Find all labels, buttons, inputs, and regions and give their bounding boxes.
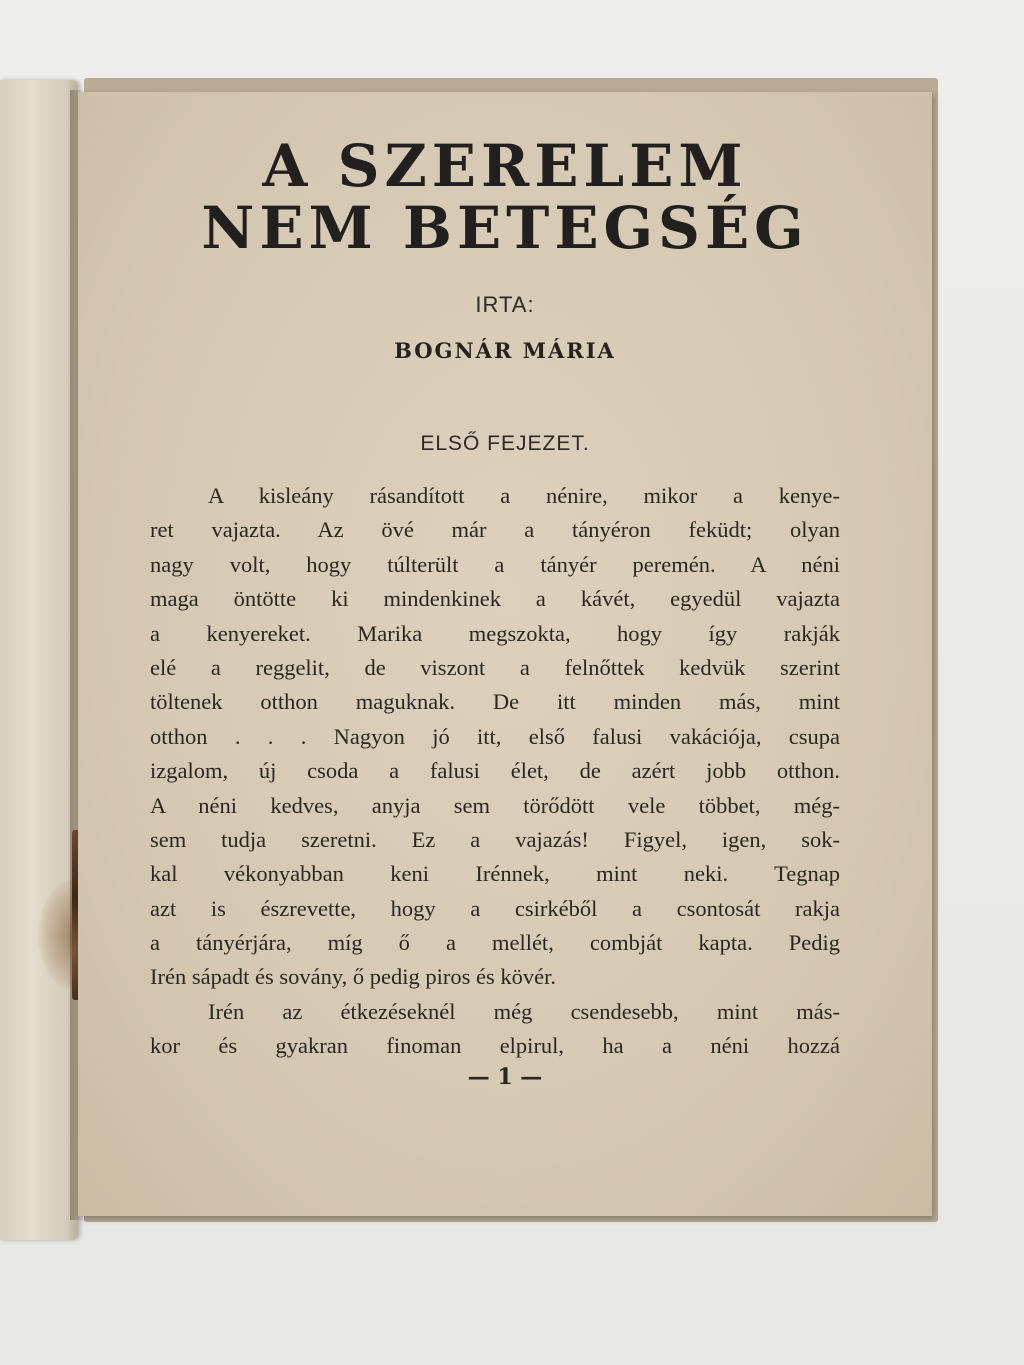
body-line: A néni kedves, anyja sem törődött vele többet, még- — [150, 792, 840, 818]
body-line: elé a reggelit, de viszont a felnőttek kedvük szerint — [150, 654, 840, 680]
body-line: nagy volt, hogy túlterült a tányér peremén. A néni — [150, 551, 840, 577]
body-line: Irén az étkezéseknél még csendesebb, mint más- — [208, 998, 840, 1024]
body-text — [150, 479, 840, 1064]
byline: IRTA: — [475, 292, 535, 317]
chapter-heading: ELSŐ FEJEZET. — [420, 432, 590, 455]
body-line: ret vajazta. Az övé már a tányéron feküdt; olyan — [150, 517, 840, 543]
left-page-edge — [0, 80, 78, 1240]
body-line: kor és gyakran finoman elpirul, ha a néni hozzá — [150, 1033, 840, 1059]
body-line: töltenek otthon maguknak. De itt minden más, mint — [150, 689, 840, 715]
body-line: otthon . . . Nagyon jó itt, első falusi vakációja, csupa — [150, 723, 840, 749]
body-line: a kenyereket. Marika megszokta, hogy így rakják — [150, 620, 840, 646]
title-line-2: NEM BETEGSÉG — [201, 194, 809, 262]
page-number: — 1 — — [467, 1064, 543, 1090]
book-page — [78, 92, 932, 1216]
body-line: kal vékonyabban keni Irénnek, mint neki. Tegnap — [150, 861, 840, 887]
body-line: maga öntötte ki mindenkinek a kávét, egyedül vajazta — [150, 586, 840, 612]
body-line: izgalom, új csoda a falusi élet, de azért jobb otthon. — [150, 758, 840, 784]
author-name: BOGNÁR MÁRIA — [394, 338, 616, 363]
body-line: a tányérjára, míg ő a mellét, combját kapta. Pedig — [150, 930, 840, 956]
body-line: Irén sápadt és sovány, ő pedig piros és kövér. — [150, 964, 556, 990]
body-line: A kisleány rásandított a nénire, mikor a kenye- — [208, 483, 840, 508]
body-line: sem tudja szeretni. Ez a vajazás! Figyel, igen, sok- — [150, 826, 840, 852]
title-line-1: A SZERELEM — [262, 132, 748, 200]
body-line: azt is észrevette, hogy a csirkéből a csontosát rakja — [150, 895, 840, 921]
